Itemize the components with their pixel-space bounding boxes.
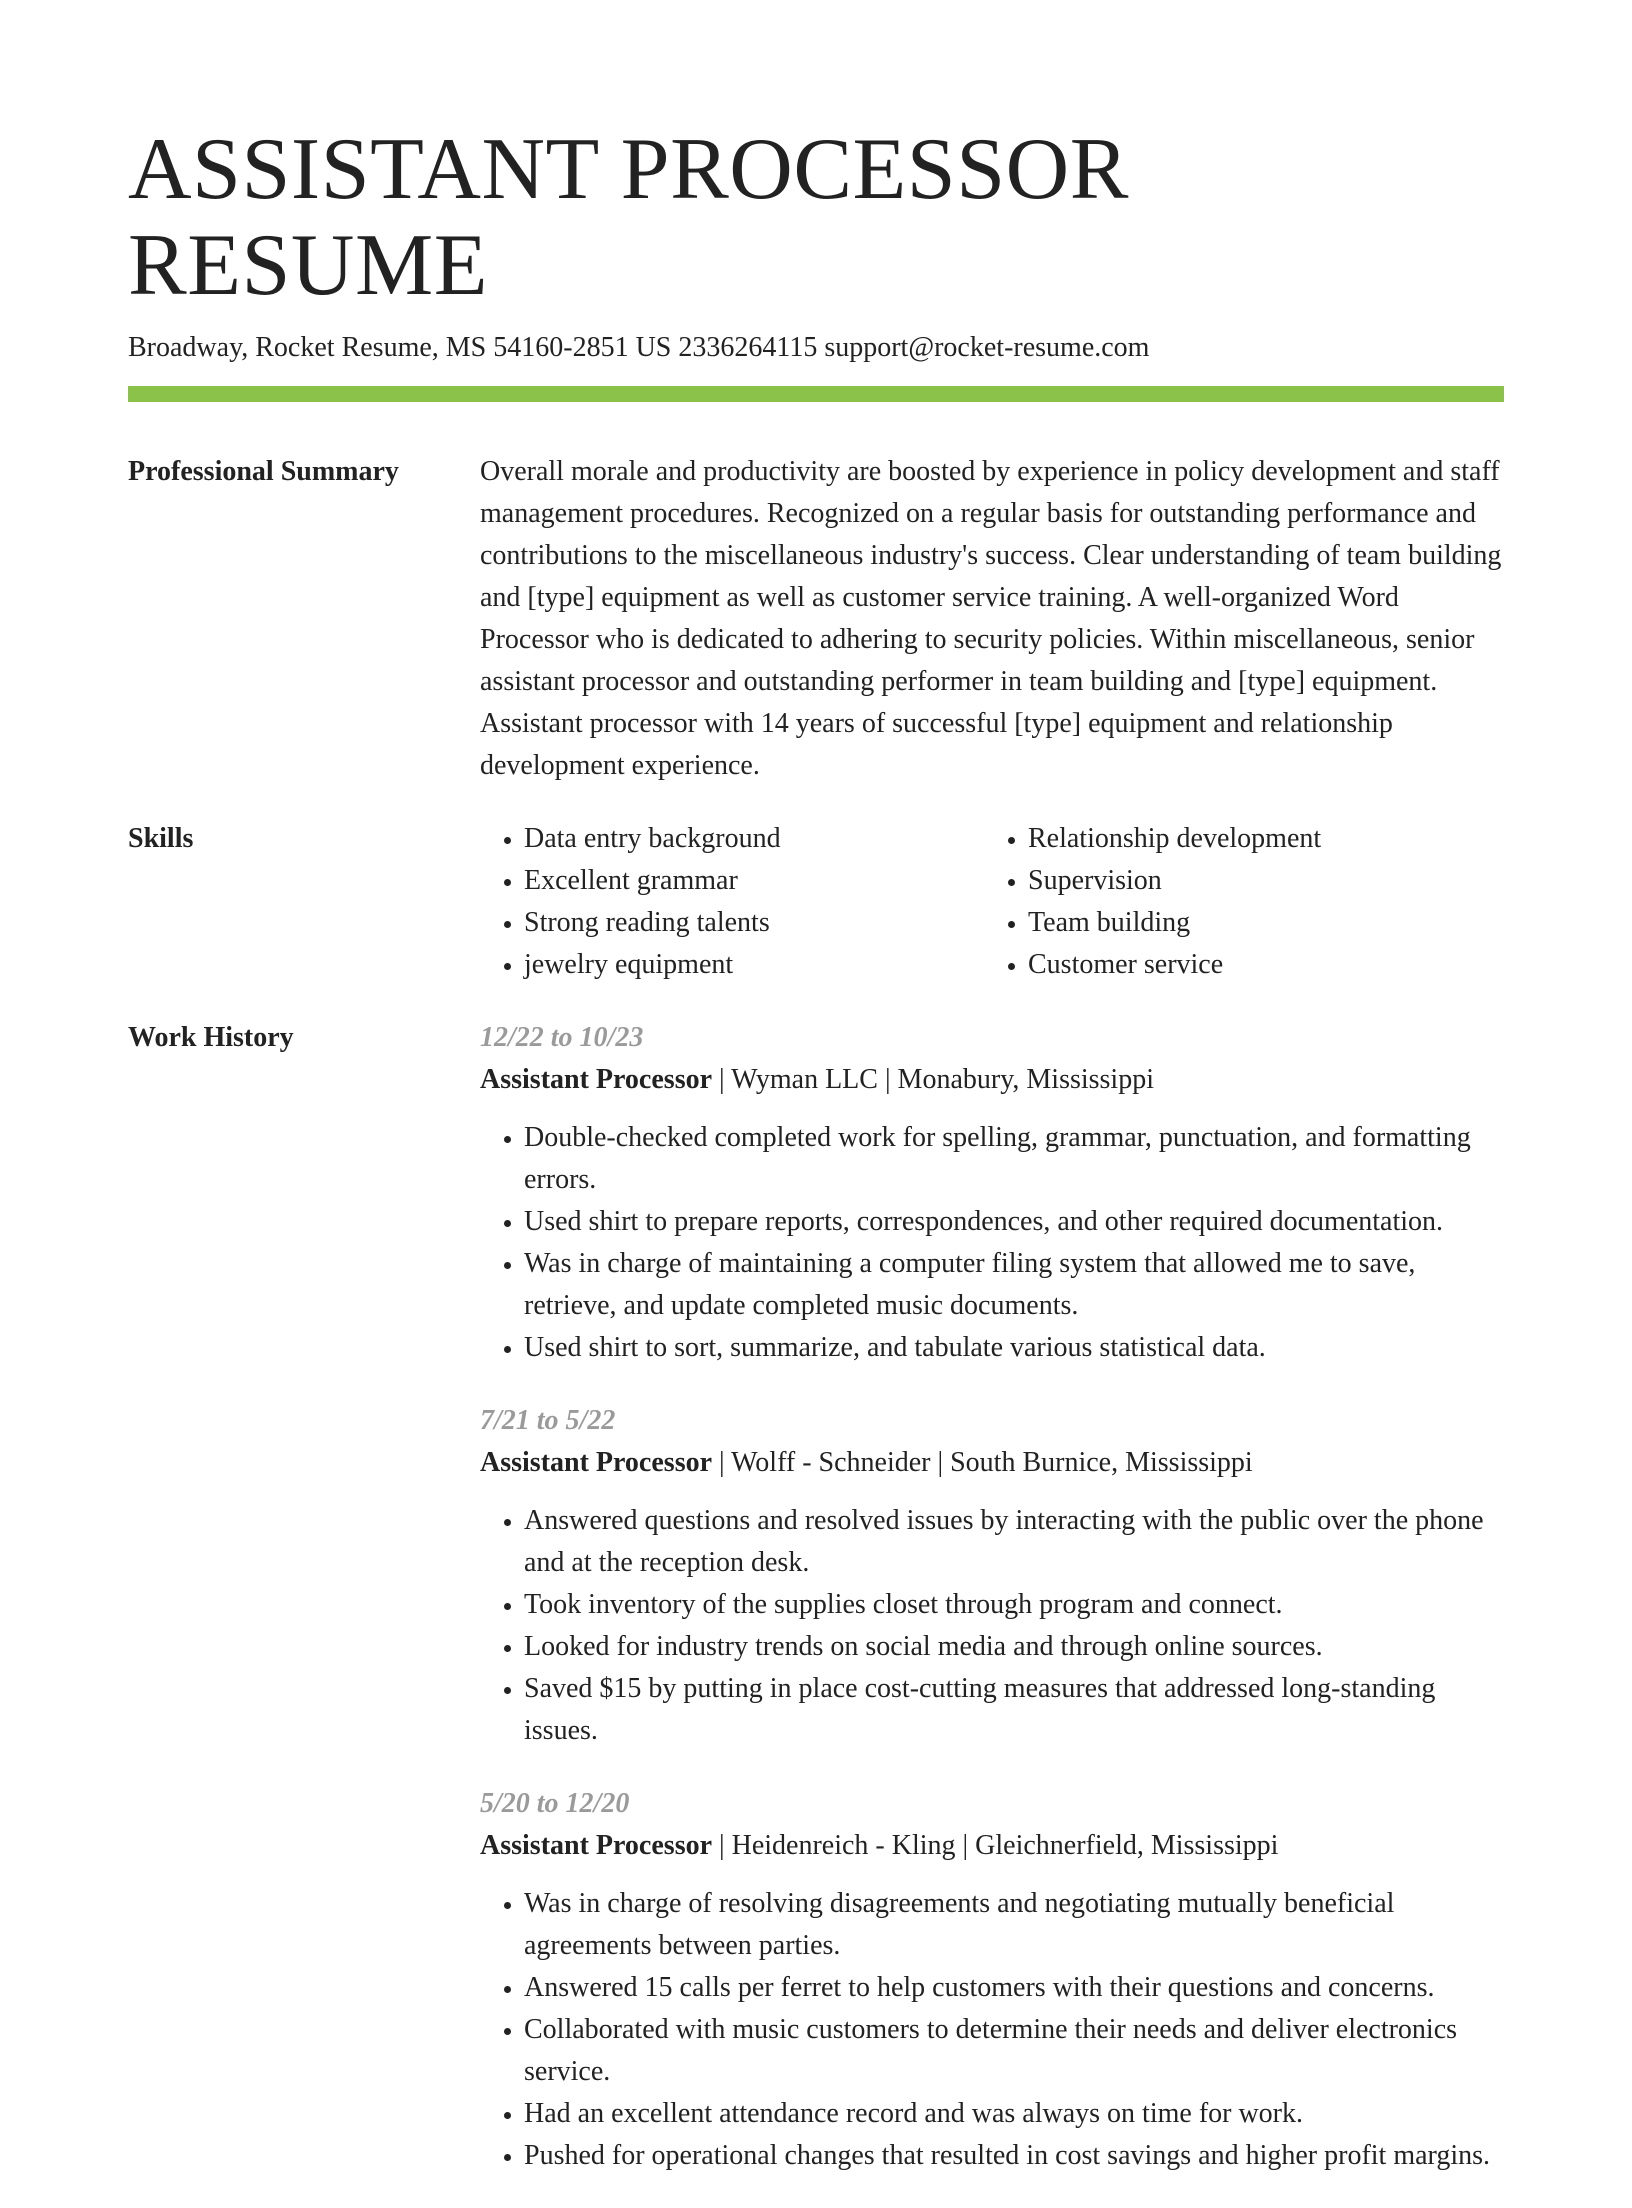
section-label-summary: Professional Summary: [128, 456, 399, 487]
job-bullet: • Used shirt to sort, summarize, and tabulate various statistical data.: [524, 1327, 1504, 1369]
skill-item: • Supervision: [1028, 860, 1488, 902]
skill-item: • Strong reading talents: [524, 902, 984, 944]
job-details: | Wyman LLC | Monabury, Mississippi: [712, 1064, 1154, 1095]
job-bullet-list: [480, 1117, 1504, 1369]
job-bullet: • Used shirt to prepare reports, correspondences, and other required documentation.: [524, 1201, 1504, 1243]
skill-item: • Excellent grammar: [524, 860, 984, 902]
job-bullet: • Had an excellent attendance record and was always on time for work.: [524, 2093, 1504, 2135]
job-bullet: • Was in charge of resolving disagreements and negotiating mutually beneficial agreements between parties.: [524, 1883, 1504, 1967]
job-bullet: • Double-checked completed work for spelling, grammar, punctuation, and formatting errors.: [524, 1117, 1504, 1201]
job-bullet: • Answered 15 calls per ferret to help customers with their questions and concerns.: [524, 1967, 1504, 2009]
job-title: Assistant Processor: [480, 1447, 713, 1478]
job-entry: [480, 1400, 1504, 1752]
job-heading: [480, 1059, 1504, 1101]
job-details: | Wolff - Schneider | South Burnice, Mississippi: [712, 1447, 1253, 1478]
work-body: [480, 1017, 1504, 2208]
job-details: | Heidenreich - Kling | Gleichnerfield, Mississippi: [712, 1830, 1279, 1861]
job-bullet: • Looked for industry trends on social media and through online sources.: [524, 1626, 1504, 1668]
job-bullet-list: [480, 1500, 1504, 1752]
accent-divider: [128, 386, 1504, 402]
job-dates: 5/20 to 12/20: [480, 1788, 630, 1819]
skills-list-left: [480, 818, 984, 986]
job-title: Assistant Processor: [480, 1064, 713, 1095]
job-title: Assistant Processor: [480, 1830, 713, 1861]
skill-item: • Data entry background: [524, 818, 984, 860]
professional-summary-section: [128, 451, 1504, 787]
job-heading: [480, 1442, 1504, 1484]
section-label-skills: Skills: [128, 823, 194, 854]
work-history-section: [128, 1017, 1504, 2208]
summary-body: [480, 451, 1504, 787]
job-dates: 7/21 to 5/22: [480, 1405, 616, 1436]
job-bullet: • Answered questions and resolved issues by interacting with the public over the phone and at the reception desk.: [524, 1500, 1504, 1584]
resume-title: ASSISTANT PROCESSOR RESUME: [128, 121, 1129, 314]
job-bullet: • Saved $15 by putting in place cost-cutting measures that addressed long-standing issues.: [524, 1668, 1504, 1752]
job-bullet: • Took inventory of the supplies closet through program and connect.: [524, 1584, 1504, 1626]
job-bullet: • Collaborated with music customers to determine their needs and deliver electronics service.: [524, 2009, 1504, 2093]
job-dates: 12/22 to 10/23: [480, 1022, 644, 1053]
skill-item: • jewelry equipment: [524, 944, 984, 986]
skills-body: [480, 818, 1504, 986]
job-bullet: • Was in charge of maintaining a computer filing system that allowed me to save, retrieve, and update completed music documents.: [524, 1243, 1504, 1327]
skills-section: [128, 818, 1504, 986]
skills-list-right: [984, 818, 1488, 986]
job-entry: [480, 1017, 1504, 1369]
job-entry: [480, 1783, 1504, 2177]
summary-text: Overall morale and productivity are boosted by experience in policy development and staff management procedures. Recognized on a regular basis for outstanding performance and contributions to the miscellaneous industry's success. Clear understanding of team building and [type] equipment as well as customer service training. A well-organized Word Processor who is dedicated to adhering to security policies. Within miscellaneous, senior assistant processor and outstanding performer in team building and [type] equipment. Assistant processor with 14 years of successful [type] equipment and relationship development experience.: [480, 456, 1502, 781]
resume-page: [128, 122, 1504, 2208]
skill-item: • Relationship development: [1028, 818, 1488, 860]
skill-item: • Customer service: [1028, 944, 1488, 986]
skill-item: • Team building: [1028, 902, 1488, 944]
job-bullet: • Pushed for operational changes that resulted in cost savings and higher profit margins.: [524, 2135, 1504, 2177]
contact-line: Broadway, Rocket Resume, MS 54160-2851 US 2336264115 support@rocket-resume.com: [128, 332, 1150, 363]
skills-grid: [480, 818, 1504, 986]
job-heading: [480, 1825, 1504, 1867]
job-bullet-list: [480, 1883, 1504, 2177]
section-label-work: Work History: [128, 1022, 294, 1053]
